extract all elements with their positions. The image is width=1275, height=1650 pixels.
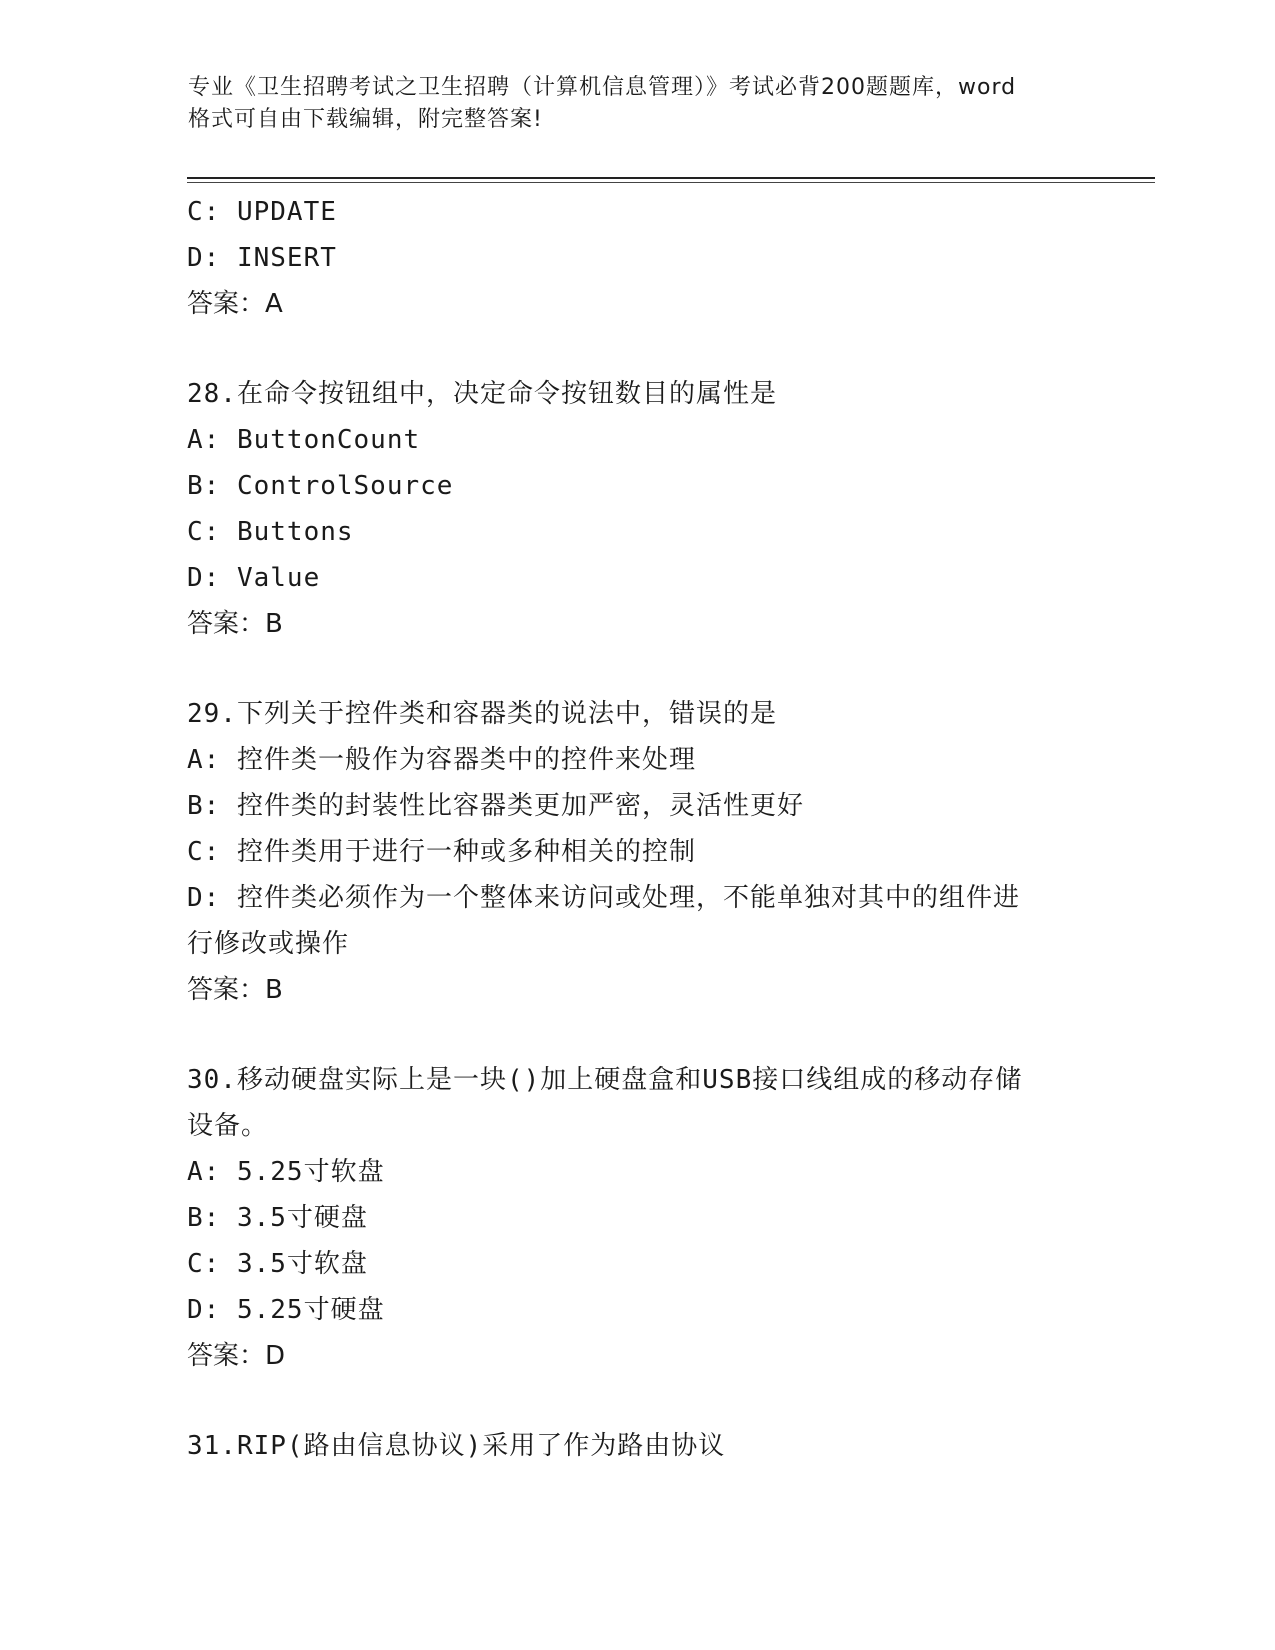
question-31 [187,1423,1087,1469]
spacer [187,647,1087,691]
option-c: C: 3.5寸软盘 [187,1249,368,1279]
option-c: C: UPDATE [187,197,337,227]
option-b: B: ControlSource [187,471,454,501]
option-c: C: Buttons [187,517,354,547]
question-stem: 30.移动硬盘实际上是一块()加上硬盘盒和USB接口线组成的移动存储 [187,1065,1023,1095]
header-line-2: 格式可自由下载编辑，附完整答案! [188,107,543,132]
spacer [187,1013,1087,1057]
option-d: D: 5.25寸硬盘 [187,1295,385,1325]
option-b: B: 3.5寸硬盘 [187,1203,368,1233]
option-d: D: Value [187,563,321,593]
option-a: A: 5.25寸软盘 [187,1157,385,1187]
question-27-tail [187,189,1087,327]
question-stem-continued: 设备。 [187,1111,269,1141]
question-29 [187,691,1087,1013]
answer-line: 答案：B [187,975,283,1005]
answer-line: 答案：D [187,1341,286,1371]
option-a: A: 控件类一般作为容器类中的控件来处理 [187,745,696,775]
document-header [188,72,1088,136]
header-divider-thick [187,177,1155,179]
question-list [187,189,1087,1469]
question-stem: 29.下列关于控件类和容器类的说法中，错误的是 [187,699,777,729]
spacer [187,327,1087,371]
question-stem: 31.RIP(路由信息协议)采用了作为路由协议 [187,1431,726,1461]
option-b: B: 控件类的封装性比容器类更加严密，灵活性更好 [187,791,804,821]
option-d-continued: 行修改或操作 [187,929,350,959]
question-stem: 28.在命令按钮组中，决定命令按钮数目的属性是 [187,379,777,409]
question-30 [187,1057,1087,1379]
spacer [187,1379,1087,1423]
option-a: A: ButtonCount [187,425,421,455]
option-d: D: 控件类必须作为一个整体来访问或处理，不能单独对其中的组件进 [187,883,1020,913]
question-28 [187,371,1087,647]
header-divider-thin [187,182,1155,183]
option-d: D: INSERT [187,243,337,273]
option-c: C: 控件类用于进行一种或多种相关的控制 [187,837,696,867]
header-line-1: 专业《卫生招聘考试之卫生招聘（计算机信息管理）》考试必背200题题库，word [188,75,1017,100]
answer-line: 答案：B [187,609,283,639]
answer-line: 答案：A [187,289,283,319]
